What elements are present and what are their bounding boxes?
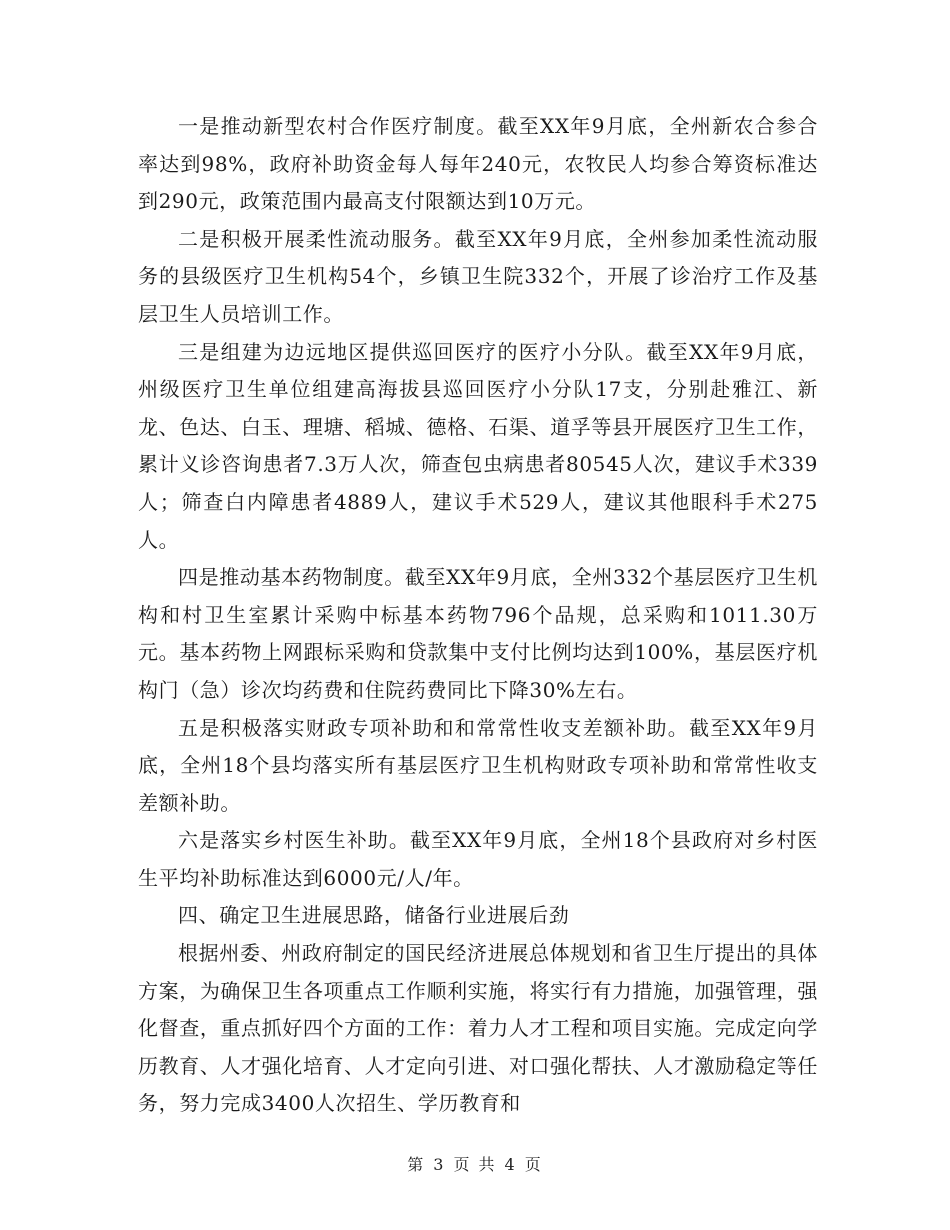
paragraph-3: 三是组建为边远地区提供巡回医疗的医疗小分队。截至XX年9月底，州级医疗卫生单位组建高海拔县巡回医疗小分队17支，分别赴雅江、新龙、色达、白玉、理塘、稻城、德格、石渠、道孚等县开展医疗卫生工作，累计义诊咨询患者7.3万人次，筛查包虫病患者80545人次，建议手术339人；筛查白内障患者4889人，建议手术529人，建议其他眼科手术275人。 — [138, 339, 818, 552]
page-number-footer — [0, 1152, 950, 1175]
paragraph-5: 五是积极落实财政专项补助和和常常性收支差额补助。截至XX年9月底，全州18个县均落实所有基层医疗卫生机构财政专项补助和常常性收支差额补助。 — [138, 715, 818, 815]
paragraph-1: 一是推动新型农村合作医疗制度。截至XX年9月底，全州新农合参合率达到98%，政府补助资金每人每年240元，农牧民人均参合筹资标准达到290元，政策范围内最高支付限额达到10万元。 — [138, 114, 818, 214]
paragraph-8: 根据州委、州政府制定的国民经济进展总体规划和省卫生厅提出的具体方案，为确保卫生各项重点工作顺利实施，将实行有力措施，加强管理，强化督查，重点抓好四个方面的工作：着力人才工程和项目实施。完成定向学历教育、人才强化培育、人才定向引进、对口强化帮扶、人才激励稳定等任务，努力完成3400人次招生、学历教育和 — [138, 941, 818, 1116]
page-label-prefix: 第 — [407, 1155, 426, 1174]
paragraph-2: 二是积极开展柔性流动服务。截至XX年9月底，全州参加柔性流动服务的县级医疗卫生机构54个，乡镇卫生院332个，开展了诊治疗工作及基层卫生人员培训工作。 — [138, 226, 818, 326]
section-heading: 四、确定卫生进展思路，储备行业进展后劲 — [178, 903, 570, 928]
page-label-mid: 页 共 — [453, 1155, 497, 1174]
total-pages-number: 4 — [504, 1155, 517, 1174]
page-label-suffix: 页 — [524, 1155, 543, 1174]
paragraph-6: 六是落实乡村医生补助。截至XX年9月底，全州18个县政府对乡村医生平均补助标准达到6000元/人/年。 — [138, 828, 818, 890]
document-body — [138, 108, 818, 1123]
paragraph-4: 四是推动基本药物制度。截至XX年9月底，全州332个基层医疗卫生机构和村卫生室累计采购中标基本药物796个品规，总采购和1011.30万元。基本药物上网跟标采购和贷款集中支付比例均达到100%，基层医疗机构门（急）诊次均药费和住院药费同比下降30%左右。 — [138, 565, 818, 702]
current-page-number: 3 — [433, 1155, 446, 1174]
